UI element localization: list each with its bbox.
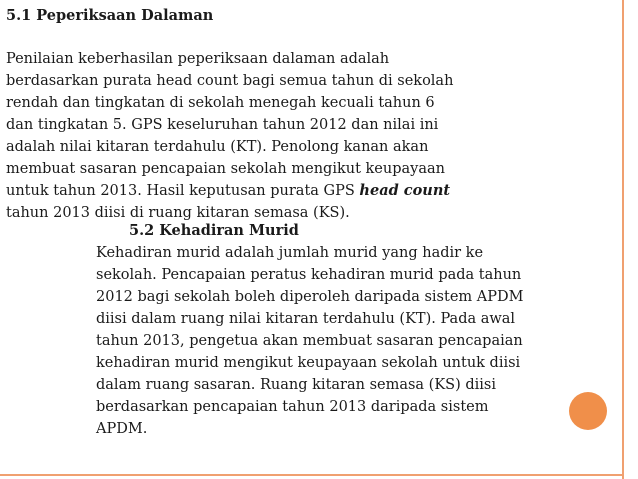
paragraph-line: berdasarkan purata head count bagi semua tahun di sekolah xyxy=(6,73,454,89)
paragraph-line: dan tingkatan 5. GPS keseluruhan tahun 2012 dan nilai ini xyxy=(6,117,439,133)
section-heading: 5.2 Kehadiran Murid xyxy=(129,222,299,239)
paragraph-line: APDM. xyxy=(96,421,148,437)
paragraph-line: kehadiran murid mengikut keupayaan sekolah untuk diisi xyxy=(96,355,521,371)
slide-frame-bottom xyxy=(0,474,624,476)
paragraph-line: 2012 bagi sekolah boleh diperoleh daripada sistem APDM xyxy=(96,289,524,305)
emphasis-text: head count xyxy=(359,182,451,199)
section-5-1 xyxy=(6,5,606,224)
paragraph-line: adalah nilai kitaran terdahulu (KT). Penolong kanan akan xyxy=(6,139,429,155)
paragraph-line: rendah dan tingkatan di sekolah menegah kecuali tahun 6 xyxy=(6,95,435,111)
paragraph-line: sekolah. Pencapaian peratus kehadiran murid pada tahun xyxy=(96,267,522,283)
paragraph-line xyxy=(6,180,606,202)
paragraph-line: diisi dalam ruang nilai kitaran terdahulu (KT). Pada awal xyxy=(96,311,516,327)
slide-frame-right xyxy=(622,0,624,479)
line-text: untuk tahun 2013. Hasil keputusan purata GPS xyxy=(6,183,360,199)
paragraph-line: berdasarkan pencapaian tahun 2013 daripada sistem xyxy=(96,399,489,415)
paragraph-line: Penilaian keberhasilan peperiksaan dalaman adalah xyxy=(6,51,390,67)
section-5-2 xyxy=(96,220,616,440)
section-heading: 5.1 Peperiksaan Dalaman xyxy=(6,7,214,24)
paragraph-line: membuat sasaran pencapaian sekolah mengikut keupayaan xyxy=(6,161,445,177)
paragraph-line: tahun 2013 diisi di ruang kitaran semasa (KS). xyxy=(6,205,350,221)
paragraph-line: Kehadiran murid adalah jumlah murid yang hadir ke xyxy=(96,245,484,261)
paragraph-line: dalam ruang sasaran. Ruang kitaran semasa (KS) diisi xyxy=(96,377,497,393)
paragraph-line: tahun 2013, pengetua akan membuat sasaran pencapaian xyxy=(96,333,523,349)
